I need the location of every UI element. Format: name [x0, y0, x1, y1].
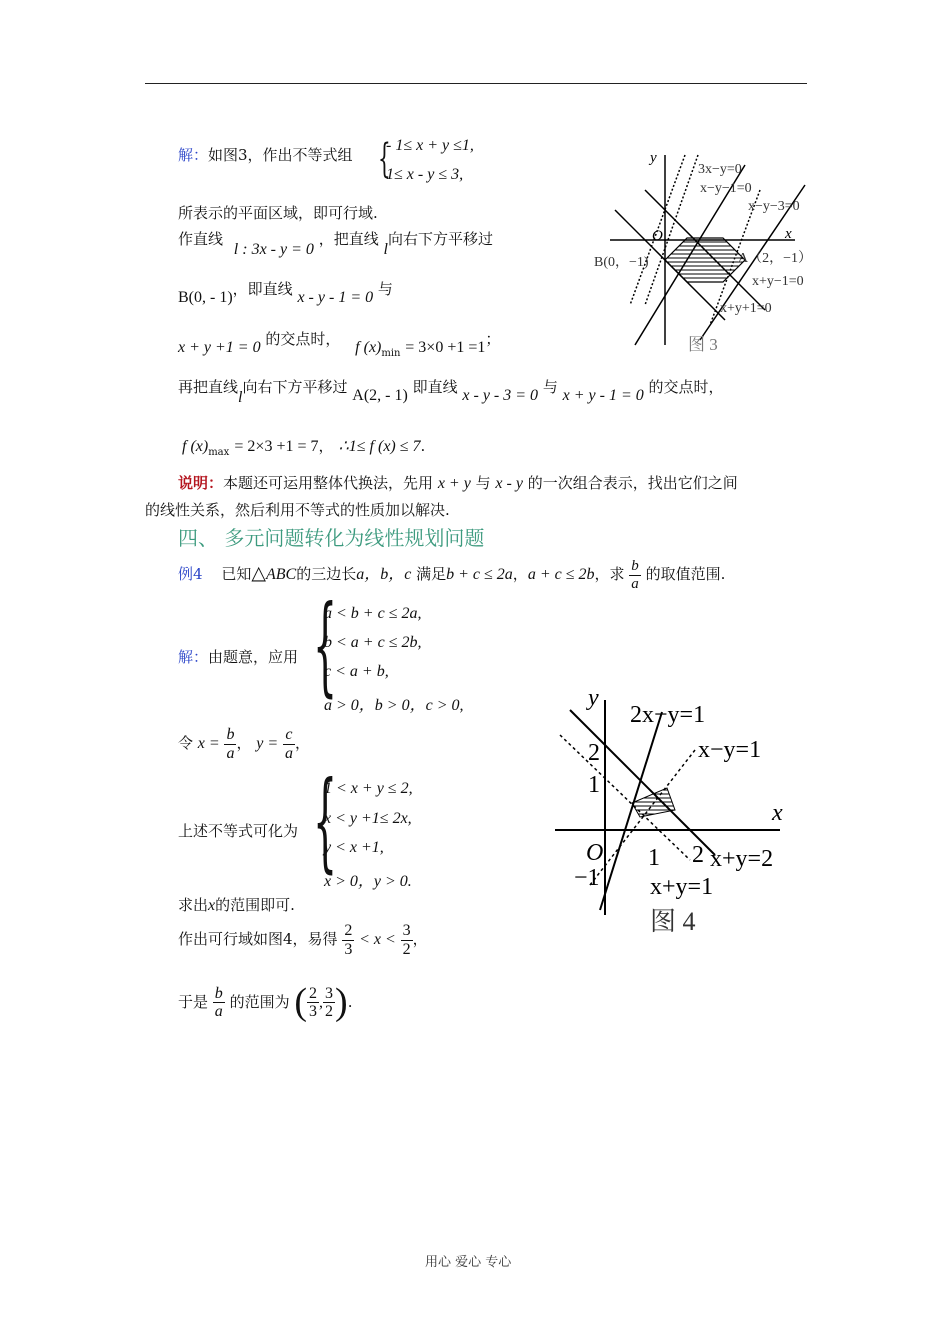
- fraction-b-over-a: $\frac{b}{a}$: [214, 984, 223, 1021]
- footer-text: 用心 爱心 专心: [425, 1255, 512, 1270]
- x-label: x: [785, 226, 792, 242]
- example4-statement: 例4 已知△ABC的三边长a，b，c 满足b + c ≤ 2a，a + c ≤ 2b，求 $\frac{b}{a}$ 的取值范围.: [178, 558, 726, 592]
- label-x+y-2: x+y=2: [710, 846, 774, 872]
- feasible-bound-text: 作出可行域如图4，易得 $\frac{2}{3}$ < x < $\frac{3}{2}$ ，: [178, 922, 428, 958]
- csys-line-3: y < x +1,: [324, 839, 384, 856]
- header-rule: [145, 83, 807, 84]
- line-x-plus-y-minus-1: [645, 190, 765, 310]
- label-x-y-1: x−y−1=0: [700, 181, 752, 196]
- figure-4: [550, 680, 810, 940]
- x-tick-2: 2: [692, 842, 704, 868]
- csys-line-2: x < y +1≤ 2x,: [324, 810, 412, 827]
- label-3x-y: 3x−y=0: [698, 162, 742, 177]
- point-b-label: B(0，−1): [594, 255, 649, 270]
- transform-text: 上述不等式可化为: [178, 822, 299, 840]
- figure-3-caption: 图 3: [688, 335, 718, 354]
- label-x+y-1: x+y=1: [650, 874, 714, 900]
- left-paren: (: [294, 981, 308, 1023]
- origin-label: O: [586, 840, 604, 866]
- feasible-region-text: 所表示的平面区域，即可行域.: [178, 204, 378, 222]
- label-x-y-3: x−y−3=0: [748, 199, 800, 214]
- fraction-c-over-a: $\frac{c}{a}$: [284, 726, 293, 762]
- origin-label: O: [652, 228, 663, 244]
- min-value-text: x + y +1 = 0 的交点时， f $(x)_{min} = 3\times 0 +1 =1$；: [178, 330, 501, 359]
- system-line-1: - 1≤ x + y ≤1,: [386, 137, 474, 154]
- system-line-2: 1≤ x - y ≤ 3,: [386, 166, 464, 183]
- system4-line-4: a > 0，b > 0，c > 0,: [324, 697, 464, 714]
- system4-line-1: a < b + c ≤ 2a,: [324, 605, 422, 622]
- x-tick-1: 1: [648, 845, 660, 871]
- label-x+y-1: x+y−1=0: [752, 274, 804, 289]
- fraction-3-2: $\frac{3}{2}$: [325, 984, 334, 1021]
- system4-line-3: c < a + b,: [324, 663, 389, 680]
- brace: {: [313, 583, 338, 708]
- max-translation-text: 再把直线l向右下方平移过 A(2, - 1) 即直线 x - y - 3 = 0 与 x + y - 1 = 0 的交点时，: [178, 378, 724, 406]
- substitution-text: 令 x = $\frac{b}{a}$ ， y = $\frac{c}{a}$ ，: [178, 726, 310, 762]
- y-label: y: [650, 150, 657, 166]
- y-label: y: [588, 685, 599, 711]
- fraction-2-3: $\frac{2}{3}$: [344, 922, 353, 958]
- result-range-text: 于是 $\frac{b}{a}$ 的范围为 ( $\frac{2}{3}$ , $\frac{3}{2}$ ).: [178, 981, 353, 1023]
- label-2x-y-1: 2x−y=1: [630, 702, 706, 728]
- csys-line-4: x > 0，y > 0.: [324, 873, 412, 890]
- label-x-y-1: x−y=1: [698, 737, 762, 763]
- fraction-2-3: $\frac{2}{3}$: [309, 984, 318, 1021]
- point-a-label: A（2，−1）: [738, 251, 813, 266]
- draw-line-text: 作直线 l : 3x - y = 0 ，把直线 l向右下方平移过: [178, 230, 493, 258]
- system4-line-2: b < a + c ≤ 2b,: [324, 634, 422, 651]
- brace: {: [313, 759, 338, 884]
- fraction-b-over-a: $\frac{b}{a}$: [631, 558, 639, 592]
- figure-3: [590, 140, 840, 360]
- find-x-text: 求出x的范围即可.: [178, 896, 295, 914]
- x-label: x: [772, 800, 783, 826]
- solution4-intro: 解：由题意，应用: [178, 648, 299, 666]
- fraction-b-over-a: $\frac{b}{a}$: [226, 726, 235, 762]
- right-paren: ): [335, 981, 348, 1023]
- figure-4-caption: 图 4: [650, 907, 696, 936]
- max-value-text: f $(x)_{max} = 2\times 3 +1 = 7$， ∴1≤ f (x) ≤ 7.: [182, 437, 426, 458]
- csys-line-1: 1 < x + y ≤ 2,: [324, 780, 413, 797]
- through-b-text: B(0, - 1)，即直线 x - y - 1 = 0 与: [178, 280, 393, 306]
- y-tick-minus-1: −1: [574, 865, 600, 891]
- y-tick-1: 1: [588, 772, 600, 798]
- label-x+y+1: x+y+1=0: [720, 301, 772, 316]
- section-heading: 四、 多元问题转化为线性规划问题: [178, 526, 485, 550]
- fraction-3-2: $\frac{3}{2}$: [402, 922, 411, 958]
- y-tick-2: 2: [588, 740, 600, 766]
- brace: {: [378, 136, 391, 182]
- solution3-intro: 解：如图3，作出不等式组: [178, 146, 353, 164]
- note-line-1: 说明：本题还可运用整体代换法，先用 x + y 与 x - y 的一次组合表示，找出它们之间: [178, 474, 738, 492]
- note-line-2: 的线性关系，然后利用不等式的性质加以解决.: [145, 501, 450, 519]
